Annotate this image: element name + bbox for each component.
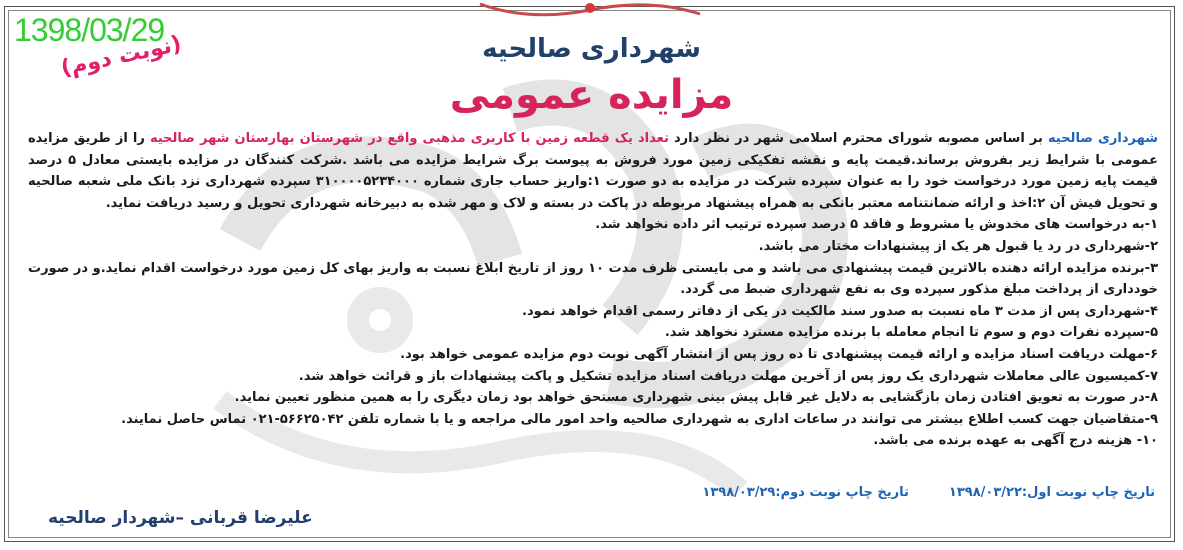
notice-title: مزایده عمومی — [449, 72, 734, 118]
notice-body — [28, 128, 1158, 452]
print-dates — [662, 485, 1155, 500]
intro-paragraph — [28, 128, 1158, 214]
condition-item: ۲-شهرداری در رد یا قبول هر یک از پیشنهادات مختار می باشد. — [758, 238, 1158, 254]
intro-municipality: شهرداری صالحیه — [1048, 131, 1158, 146]
condition-item: ۳-برنده مزایده ارائه دهنده بالاترین قیمت پیشنهادی می باشد و می بایستی ظرف مدت ۱۰ روز از تاریخ ابلاغ نسبت به واریز بهای کل زمین مورد درخواست اقدام نماید.و در صورت خودداری از پرداخت مبلغ مذکور سپرده وی به نفع شهرداری ضبط می گردد. — [28, 260, 1158, 298]
intro-text-1: بر اساس مصوبه شورای محترم اسلامی شهر در نظر دارد — [668, 131, 1048, 146]
intro-land-description: تعداد یک قطعه زمین با کاربری مذهبی واقع در شهرستان بهارستان شهر صالحیه — [149, 131, 669, 146]
condition-item: ۱۰- هزینه درج آگهی به عهده برنده می باشد. — [873, 433, 1158, 449]
first-print-date: تاریخ چاپ نوبت اول:۱۳۹۸/۰۳/۲۲ — [948, 485, 1155, 500]
condition-item: ۶-مهلت دریافت اسناد مزایده و ارائه قیمت پیشنهادی تا ده روز پس از انتشار آگهی نوبت دوم مزایده عمومی خواهد بود. — [400, 346, 1158, 362]
condition-item: ۸-در صورت به تعویق افتادن زمان بازگشایی به دلایل غیر قابل پیش بینی شهرداری مستحق خواهد بود زمان دیگری را به همین منظور تعیین نماید. — [234, 390, 1158, 406]
intro-text-2: را از طریق مزایده عمومی با شرایط زیر بفروش برساند.قیمت پایه و نقشه تفکیکی زمین مورد فروش به پیوست برگ شرایط مزایده می باشد .شرکت کنندگان در مزایده بایستی معادل ۵ درصد قیمت پایه زمین مورد درخواست خود را به عنوان سپرده شرکت در مزایده به دو صورت ۱:واریز حساب جاری شماره ۳۱۰۰۰۰۵۲۳۴۰۰۰ سپرده شهرداری نزد بانک ملی شعبه صالحیه و تحویل فیش آن ۲:اخذ و ارائه ضمانتنامه معتبر بانکی به همراه پیشنهاد مربوطه در پاکت در بسته و لاک و مهر شده به دبیرخانه شهرداری تحویل و رسید دریافت نماید. — [28, 131, 1158, 211]
emblem-decoration — [470, 0, 710, 22]
condition-item: ۹-متقاضیان جهت کسب اطلاع بیشتر می توانند در ساعات اداری به شهرداری صالحیه واحد امور مالی مراجعه و یا با شماره تلفن ۵۶۶۲۵۰۴۲-۰۲۱ تماس حاصل نمایند. — [121, 411, 1158, 427]
condition-item: ۷-کمیسیون عالی معاملات شهرداری یک روز پس از آخرین مهلت دریافت اسناد مزایده تشکیل و پاکت پیشنهادات باز و قرائت خواهد شد. — [298, 368, 1158, 384]
publication-date-stamp: 1398/03/29 — [14, 12, 165, 48]
second-round-note: (نوبت دوم) — [58, 31, 184, 82]
condition-item: ۴-شهرداری پس از مدت ۳ ماه نسبت به صدور سند مالکیت در یکی از دفاتر رسمی اقدام خواهد نمود. — [522, 303, 1158, 319]
condition-item: ۵-سپرده نفرات دوم و سوم تا انجام معامله با برنده مزایده مسترد نخواهد شد. — [664, 325, 1158, 341]
second-print-date: تاریخ چاپ نوبت دوم:۱۳۹۸/۰۳/۲۹ — [702, 485, 909, 500]
condition-item: ۱-به درخواست های مخدوش یا مشروط و فاقد ۵ درصد سپرده ترتیب اثر داده نخواهد شد. — [595, 217, 1158, 233]
mayor-signature: علیرضا قربانی –شهردار صالحیه — [48, 508, 313, 528]
organization-name: شهرداری صالحیه — [482, 34, 701, 64]
